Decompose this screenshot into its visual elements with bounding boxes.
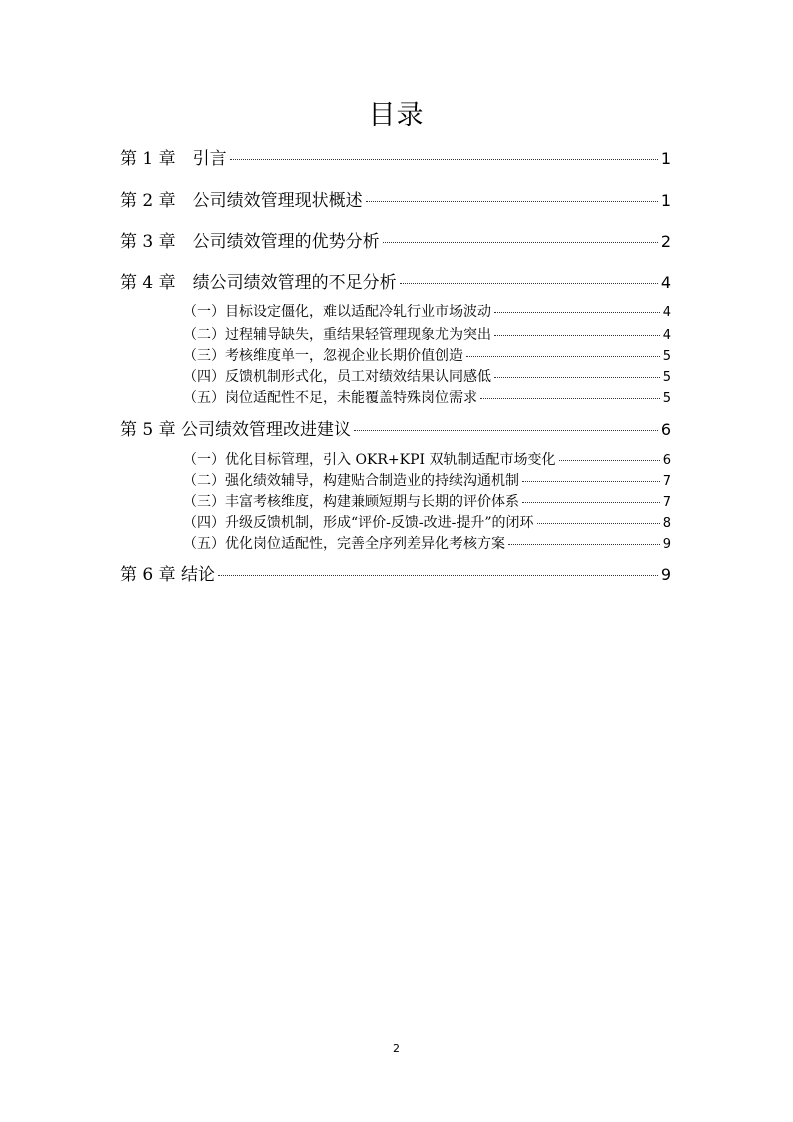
toc-entry-chapter-5[interactable] [120, 418, 671, 442]
toc-entry-section-4-4[interactable] [183, 367, 671, 387]
toc-entry-chapter-1[interactable] [120, 147, 671, 171]
toc-entry-section-4-2[interactable] [183, 325, 671, 345]
toc-entry-page: 5 [662, 391, 671, 406]
toc-entry-chapter-3[interactable] [120, 230, 671, 254]
toc-entry-chapter-6[interactable] [120, 563, 671, 587]
toc-entry-page: 4 [662, 305, 671, 320]
dot-leader [494, 377, 660, 378]
dot-leader [559, 460, 660, 461]
toc-entry-section-4-5[interactable] [183, 388, 671, 408]
dot-leader [494, 335, 660, 336]
toc-entry-section-5-4[interactable] [183, 513, 671, 533]
toc-entry-section-4-1[interactable] [183, 302, 671, 322]
dot-leader [230, 159, 658, 160]
toc-entry-label: 第 2 章 公司绩效管理现状概述 [120, 191, 363, 211]
toc-entry-chapter-4[interactable] [120, 271, 671, 295]
toc-entry-page: 1 [660, 191, 671, 210]
toc-entry-section-5-5[interactable] [183, 534, 671, 554]
dot-leader [366, 201, 658, 202]
toc-entry-section-5-2[interactable] [183, 471, 671, 491]
toc-entry-page: 4 [660, 273, 671, 292]
dot-leader [354, 430, 658, 431]
toc-entry-label: 第 1 章 引言 [120, 149, 227, 169]
dot-leader [383, 242, 658, 243]
toc-entry-section-4-3[interactable] [183, 346, 671, 366]
toc-entry-page: 6 [660, 420, 671, 439]
footer-page-number: 2 [393, 1042, 400, 1055]
toc-entry-label: （三）丰富考核维度，构建兼顾短期与长期的评价体系 [183, 494, 519, 510]
toc-entry-page: 8 [662, 516, 671, 531]
toc-entry-label: （一）优化目标管理，引入 OKR+KPI 双轨制适配市场变化 [183, 452, 556, 468]
toc-entry-label: （一）目标设定僵化，难以适配冷轧行业市场波动 [183, 304, 491, 320]
toc-entry-page: 2 [660, 232, 671, 251]
toc-entry-label: （四）升级反馈机制，形成“评价-反馈-改进-提升”的闭环 [183, 515, 534, 531]
toc-entry-label: 第 4 章 绩公司绩效管理的不足分析 [120, 273, 397, 293]
toc-entry-page: 1 [660, 149, 671, 168]
dot-leader [218, 575, 658, 576]
dot-leader [537, 523, 660, 524]
toc-entry-section-5-3[interactable] [183, 492, 671, 512]
toc-entry-page: 9 [662, 537, 671, 552]
toc-entry-page: 7 [662, 495, 671, 510]
dot-leader [508, 544, 660, 545]
toc-title: 目录 [368, 100, 425, 131]
toc-entry-page: 4 [662, 328, 671, 343]
dot-leader [400, 283, 658, 284]
toc-entry-page: 6 [662, 453, 671, 468]
toc-entry-page: 5 [662, 370, 671, 385]
toc-entry-label: 第 3 章 公司绩效管理的优势分析 [120, 232, 380, 252]
toc-entry-label: （五）优化岗位适配性，完善全序列差异化考核方案 [183, 536, 505, 552]
toc-entry-page: 5 [662, 349, 671, 364]
dot-leader [494, 312, 660, 313]
toc-entry-chapter-2[interactable] [120, 189, 671, 213]
dot-leader [522, 481, 660, 482]
toc-entry-label: （五）岗位适配性不足，未能覆盖特殊岗位需求 [183, 390, 477, 406]
toc-entry-label: （二）过程辅导缺失，重结果轻管理现象尤为突出 [183, 327, 491, 343]
toc-entry-label: （四）反馈机制形式化，员工对绩效结果认同感低 [183, 369, 491, 385]
toc-entry-label: （三）考核维度单一，忽视企业长期价值创造 [183, 348, 463, 364]
toc-entry-label: （二）强化绩效辅导，构建贴合制造业的持续沟通机制 [183, 473, 519, 489]
toc-entry-label: 第 6 章 结论 [120, 565, 216, 585]
toc-entry-label: 第 5 章 公司绩效管理改进建议 [120, 420, 352, 440]
dot-leader [466, 356, 660, 357]
toc-entry-section-5-1[interactable] [183, 450, 671, 470]
dot-leader [522, 502, 660, 503]
toc-entry-page: 9 [660, 565, 671, 584]
dot-leader [480, 398, 660, 399]
toc-entry-page: 7 [662, 474, 671, 489]
